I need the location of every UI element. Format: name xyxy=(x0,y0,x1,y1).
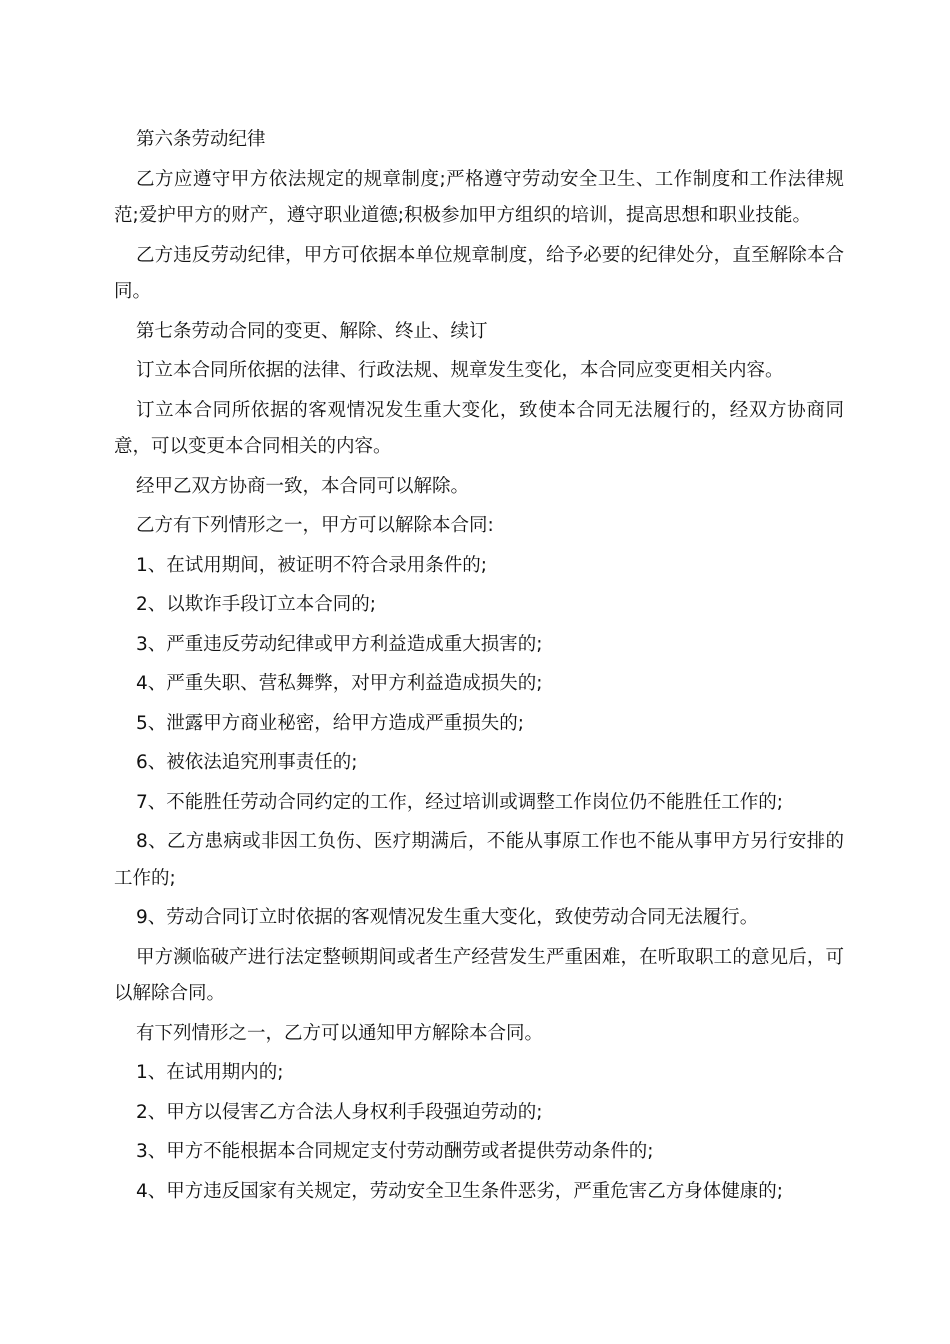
paragraph-law-change: 订立本合同所依据的法律、行政法规、规章发生变化，本合同应变更相关内容。 xyxy=(136,360,784,381)
list-item: 9、劳动合同订立时依据的客观情况发生重大变化，致使劳动合同无法履行。 xyxy=(136,907,759,928)
paragraph-discipline-violation: 乙方违反劳动纪律，甲方可依据本单位规章制度，给予必要的纪律处分，直至解除本合同。 xyxy=(114,244,844,302)
paragraph-mutual-termination: 经甲乙双方协商一致，本合同可以解除。 xyxy=(136,475,470,497)
article-7-heading: 第七条劳动合同的变更、解除、终止、续订 xyxy=(136,320,488,342)
list-item: 2、甲方以侵害乙方合法人身权利手段强迫劳动的; xyxy=(136,1101,543,1123)
list-item: 5、泄露甲方商业秘密，给甲方造成严重损失的; xyxy=(136,712,525,734)
list-item: 3、严重违反劳动纪律或甲方利益造成重大损害的; xyxy=(136,633,543,655)
list-item: 4、甲方违反国家有关规定，劳动安全卫生条件恶劣，严重危害乙方身体健康的; xyxy=(136,1180,784,1202)
paragraph-bankruptcy: 甲方濒临破产进行法定整顿期间或者生产经营发生严重困难，在听取职工的意见后，可以解除合同。 xyxy=(114,946,844,1004)
paragraph-employee-termination-intro: 有下列情形之一，乙方可以通知甲方解除本合同。 xyxy=(136,1022,544,1044)
list-item: 7、不能胜任劳动合同约定的工作，经过培训或调整工作岗位仍不能胜任工作的; xyxy=(136,791,784,813)
list-item: 4、严重失职、营私舞弊，对甲方利益造成损失的; xyxy=(136,673,543,694)
list-item: 6、被依法追究刑事责任的; xyxy=(136,752,358,773)
paragraph-circumstance-change: 订立本合同所依据的客观情况发生重大变化，致使本合同无法履行的，经双方协商同意，可以变更本合同相关的内容。 xyxy=(114,399,844,457)
list-item: 2、以欺诈手段订立本合同的; xyxy=(136,594,377,615)
list-item: 1、在试用期间，被证明不符合录用条件的; xyxy=(136,554,488,576)
paragraph-employer-termination-intro: 乙方有下列情形之一，甲方可以解除本合同: xyxy=(136,515,494,536)
list-item: 3、甲方不能根据本合同规定支付劳动酬劳或者提供劳动条件的; xyxy=(136,1141,654,1162)
list-item: 1、在试用期内的; xyxy=(136,1062,284,1083)
list-item: 8、乙方患病或非因工负伤、医疗期满后，不能从事原工作也不能从事甲方另行安排的工作的; xyxy=(114,831,844,889)
document-body xyxy=(114,122,844,1213)
paragraph-discipline-rules: 乙方应遵守甲方依法规定的规章制度;严格遵守劳动安全卫生、工作制度和工作法律规范;爱护甲方的财产，遵守职业道德;积极参加甲方组织的培训，提高思想和职业技能。 xyxy=(114,168,844,226)
article-6-heading: 第六条劳动纪律 xyxy=(136,129,266,150)
